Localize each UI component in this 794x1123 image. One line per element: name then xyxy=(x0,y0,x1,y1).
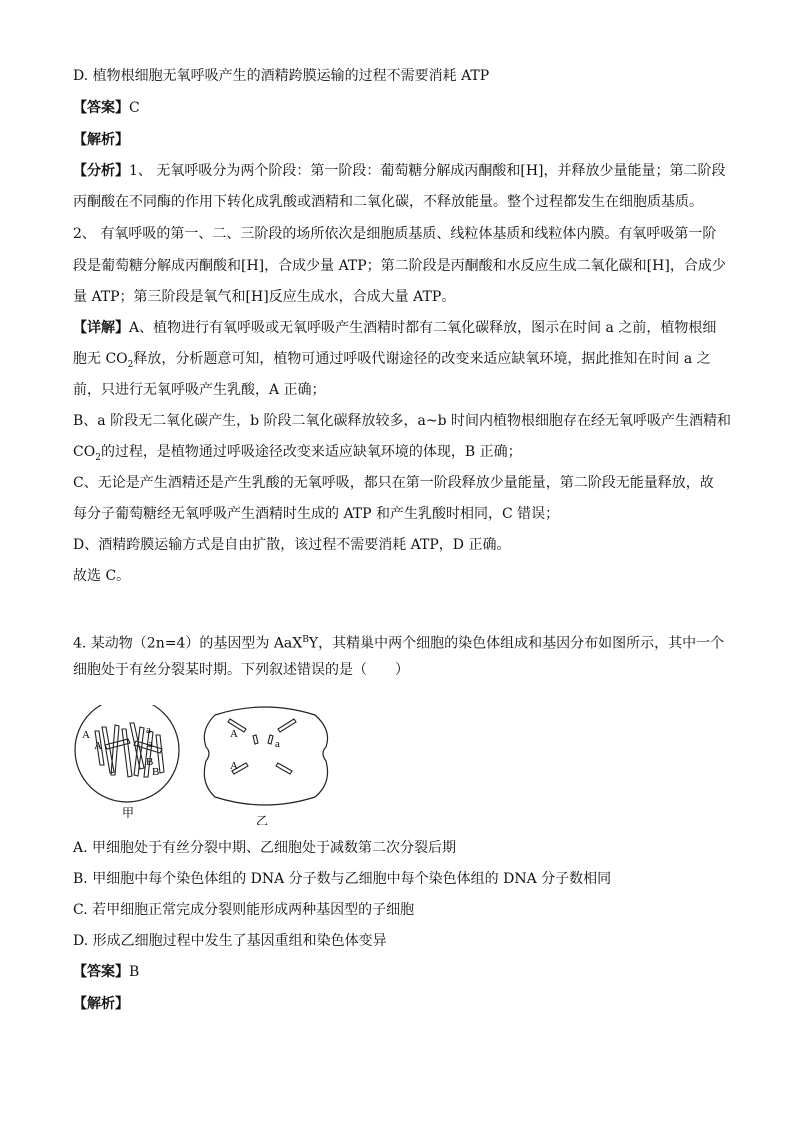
q4-stem-line-1 xyxy=(73,630,724,654)
q4-answer-label: 【答案】 xyxy=(73,964,129,980)
q3-fenxi-line-2: 丙酮酸在不同酶的作用下转化成乳酸或酒精和二氧化碳，不释放能量。整个过程都发生在细胞质基质。 xyxy=(73,194,703,210)
q3-fenxi-line-1 xyxy=(73,161,726,181)
q4-answer-value: B xyxy=(129,964,140,980)
q4-stem-1a: 4. 某动物（2n=4）的基因型为 AaX xyxy=(73,635,303,652)
fenxi-label: 【分析】 xyxy=(73,163,129,179)
cell-figure xyxy=(70,705,370,825)
q3-detail-line-3: 前，只进行无氧呼吸产生乳酸，A 正确； xyxy=(73,382,326,398)
cell-yi-chromosomes xyxy=(228,719,296,774)
detail-text-2a: 胞无 CO xyxy=(73,351,128,367)
q3-detail-line-4: B、a 阶段无二氧化碳产生，b 阶段二氧化碳释放较多，a~b 时间内植物根细胞存在经无氧呼吸产生酒精和 xyxy=(73,413,731,429)
cell-yi-gene-a: a xyxy=(275,738,280,750)
q3-detail-line-5: $CO_2$的过程，是植物通过呼吸途径改变来适应缺氧环境的体现，B 正确； xyxy=(73,444,522,463)
fenxi-text-1: 1、 无氧呼吸分为两个阶段：第一阶段：葡萄糖分解成丙酮酸和[H]，并释放少量能量；第二阶段 xyxy=(129,163,726,179)
cell-jia-label: 甲 xyxy=(122,806,135,820)
q3-detail-line-2: 胞无 $CO_2$释放，分析题意可知，植物可通过呼吸代谢途径的改变来适应缺氧环境，据此推知在时间 a 之 xyxy=(73,351,711,370)
detail-text-2b: 释放，分析题意可知，植物可通过呼吸代谢途径的改变来适应缺氧环境，据此推知在时间 a 之 xyxy=(133,351,711,367)
detail-text-5b: 的过程，是植物通过呼吸途径改变来适应缺氧环境的体现，B 正确； xyxy=(100,444,522,460)
q4-stem-1b: B xyxy=(302,635,309,645)
q3-conclusion: 故选 C。 xyxy=(73,568,131,584)
cell-yi xyxy=(204,707,327,825)
q3-option-d: D. 植物根细胞无氧呼吸产生的酒精跨膜运输的过程不需要消耗 ATP xyxy=(73,68,490,84)
q3-detail-line-6: C、无论是产生酒精还是产生乳酸的无氧呼吸，都只在第一阶段释放少量能量，第二阶段无能量释放，故 xyxy=(73,475,714,491)
detail-text-5a: CO xyxy=(73,444,96,460)
cell-yi-gene-A2: A xyxy=(230,760,238,772)
cell-jia-gene-B1: B xyxy=(146,756,154,768)
q4-analysis-label: 【解析】 xyxy=(73,996,129,1012)
q3-detail-line-8: D、酒精跨膜运输方式是自由扩散，该过程不需要消耗 ATP，D 正确。 xyxy=(73,537,511,553)
cell-jia-gene-A2: A xyxy=(94,740,102,752)
cell-yi-membrane xyxy=(204,707,327,805)
q3-fenxi-line-3: 2、 有氧呼吸的第一、二、三阶段的场所依次是细胞质基质、线粒体基质和线粒体内膜。有氧呼吸第一阶 xyxy=(73,226,717,242)
cell-jia-gene-B2: B xyxy=(152,766,160,778)
q3-fenxi-line-5: 量 ATP；第三阶段是氧气和[H]反应生成水，合成大量 ATP。 xyxy=(73,289,456,305)
q3-fenxi-line-4: 段是葡萄糖分解成丙酮酸和[H]，合成少量 ATP；第二阶段是丙酮酸和水反应生成二氧化碳和[H]，合成少 xyxy=(73,258,726,274)
cell-jia-gene-a1: a xyxy=(146,724,151,736)
q3-detail-line-1 xyxy=(73,318,716,338)
q4-option-b: B. 甲细胞中每个染色体组的 DNA 分子数与乙细胞中每个染色体组的 DNA 分子数相同 xyxy=(73,871,612,887)
answer-label: 【答案】 xyxy=(73,100,129,116)
q3-analysis-label: 【解析】 xyxy=(73,132,129,148)
q4-option-c: C. 若甲细胞正常完成分裂则能形成两种基因型的子细胞 xyxy=(73,902,415,918)
q3-answer xyxy=(73,98,140,118)
q4-option-d: D. 形成乙细胞过程中发生了基因重组和染色体变异 xyxy=(73,933,387,949)
q4-stem-line-2: 细胞处于有丝分裂某时期。下列叙述错误的是（ ） xyxy=(73,662,409,678)
cell-yi-gene-A1: A xyxy=(230,728,238,740)
q4-stem-1c: Y，其精巢中两个细胞的染色体组成和基因分布如图所示，其中一个 xyxy=(308,635,725,652)
cell-jia-gene-a2: a xyxy=(148,738,153,750)
cell-jia-membrane xyxy=(75,705,179,802)
cell-jia-gene-A1: A xyxy=(82,729,90,741)
detail-label: 【详解】 xyxy=(73,320,129,336)
cell-yi-label: 乙 xyxy=(256,814,269,825)
cell-jia xyxy=(75,705,179,820)
q3-detail-line-7: 每分子葡萄糖经无氧呼吸产生酒精时生成的 ATP 和产生乳酸时相同，C 错误； xyxy=(73,506,560,522)
q4-option-a: A. 甲细胞处于有丝分裂中期、乙细胞处于减数第二次分裂后期 xyxy=(73,840,457,856)
detail-text-1: A、植物进行有氧呼吸或无氧呼吸产生酒精时都有二氧化碳释放，图示在时间 a 之前，植物根细 xyxy=(129,320,717,336)
q4-answer xyxy=(73,962,139,982)
answer-value: C xyxy=(129,100,140,116)
